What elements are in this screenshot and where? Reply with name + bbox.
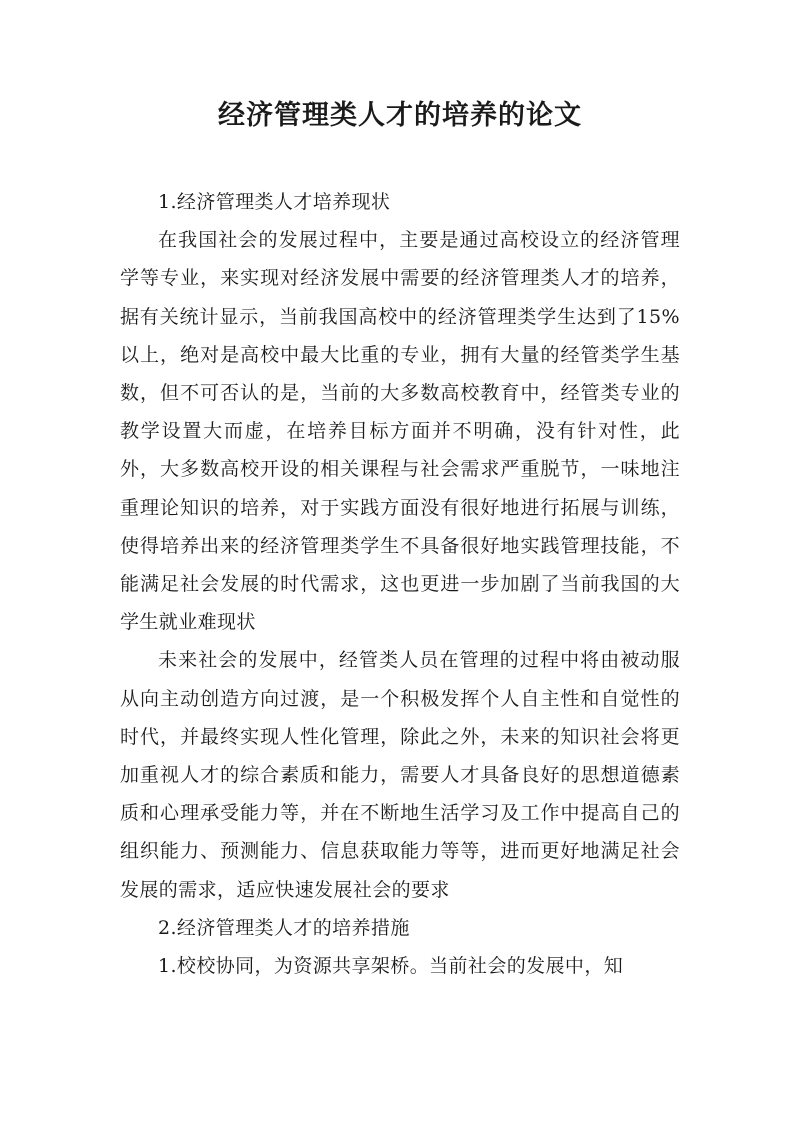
paragraph-future-development: 未来社会的发展中，经管类人员在管理的过程中将由被动服从向主动创造方向过渡，是一个积极发挥个人自主性和自觉性的时代，并最终实现人性化管理，除此之外，未来的知识社会将更加重视人才的综合素质和能力，需要人才具备良好的思想道德素质和心理承受能力等，并在不断地生活学习及工作中提高自己的组织能力、预测能力、信息获取能力等等，进而更好地满足社会发展的需求，适应快速发展社会的要求 [120,649,680,901]
page-title: 经济管理类人才的培养的论文 [218,100,582,131]
paragraph-measure-1: 1.校校协同，为资源共享架桥。当前社会的发展中，知 [158,955,624,978]
paragraph-current-situation: 在我国社会的发展过程中，主要是通过高校设立的经济管理学等专业，来实现对经济发展中需要的经济管理类人才的培养，据有关统计显示，当前我国高校中的经济管理类学生达到了15%以上，绝对是高校中最大比重的专业，拥有大量的经管类学生基数，但不可否认的是，当前的大多数高校教育中，经管类专业的教学设置大而虚，在培养目标方面并不明确，没有针对性，此外，大多数高校开设的相关课程与社会需求严重脱节，一味地注重理论知识的培养，对于实践方面没有很好地进行拓展与训练，使得培养出来的经济管理类学生不具备很好地实践管理技能，不能满足社会发展的时代需求，这也更进一步加剧了当前我国的大学生就业难现状 [120,229,680,634]
section-heading-2: 2.经济管理类人才的培养措施 [158,916,410,939]
document-body [120,183,680,985]
section-heading-1: 1.经济管理类人才培养现状 [158,191,391,213]
